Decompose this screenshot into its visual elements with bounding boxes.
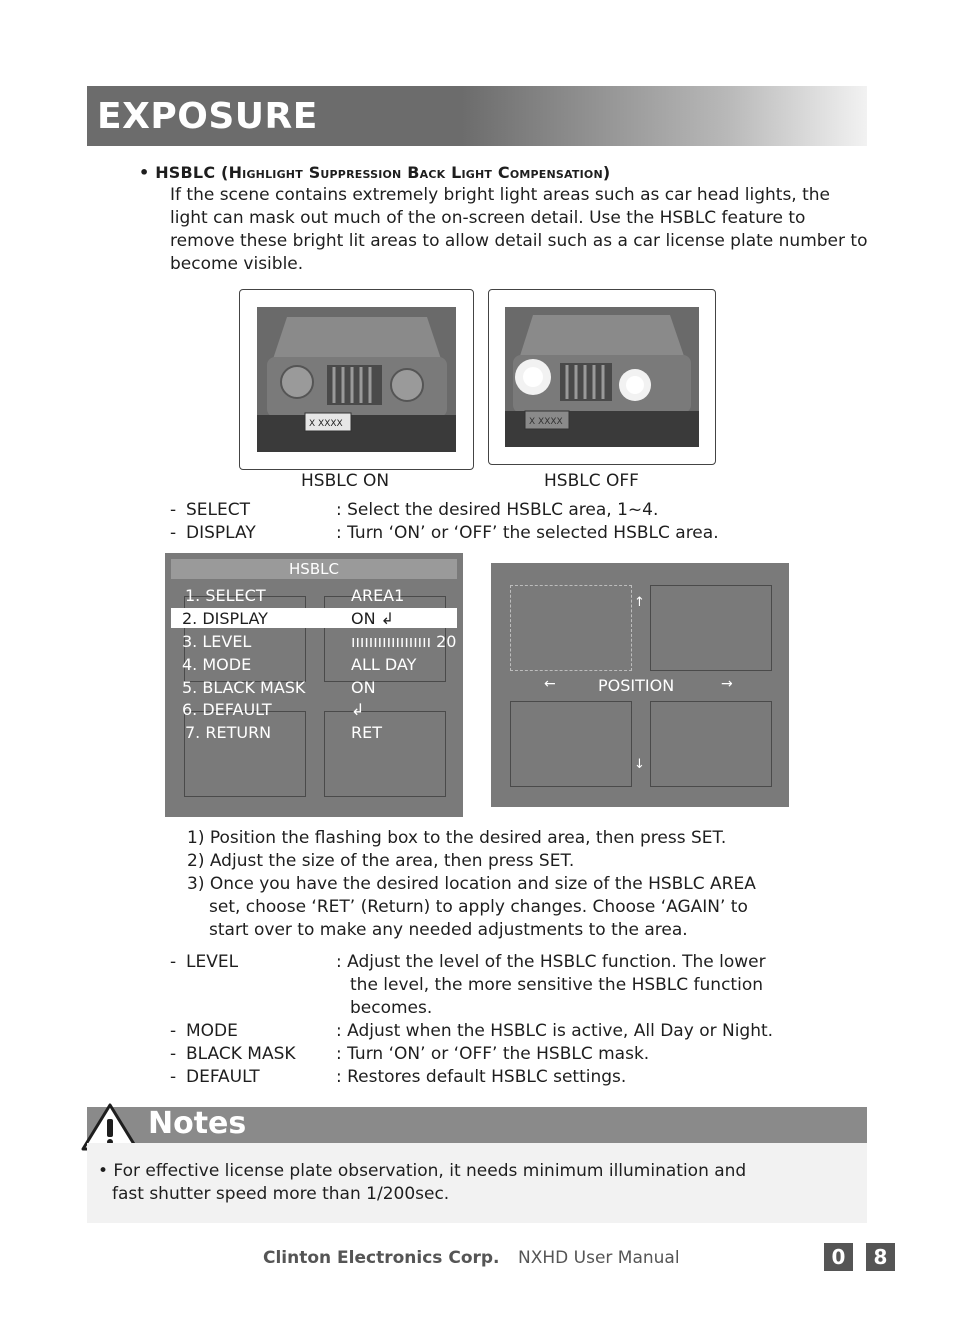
osd-value-display: ON ↲ — [351, 609, 395, 628]
def-dash: - — [170, 952, 177, 972]
osd-item-default[interactable]: 6. DEFAULT — [182, 700, 272, 719]
position-area-box — [650, 701, 772, 787]
notes-line: • For effective license plate observation, it needs minimum illumination and — [98, 1161, 747, 1181]
osd-item-display[interactable]: 2. DISPLAY — [182, 609, 268, 628]
step-2: 2) Adjust the size of the area, then press SET. — [187, 851, 575, 871]
osd-value-default: ↲ — [351, 700, 365, 719]
car-image-hsblc-off — [505, 307, 699, 447]
step-1: 1) Position the flashing box to the desired area, then press SET. — [187, 828, 727, 848]
osd-title: HSBLC — [171, 559, 457, 579]
def-dash: - — [170, 1021, 177, 1041]
caption-hsblc-on: HSBLC ON — [301, 471, 390, 491]
def-desc-cont: the level, the more sensitive the HSBLC function — [350, 975, 763, 995]
def-dash: - — [170, 500, 177, 520]
def-term: DISPLAY — [186, 523, 256, 543]
steps-list — [187, 827, 867, 942]
def-desc: : Restores default HSBLC settings. — [336, 1067, 627, 1087]
def-desc: : Turn ‘ON’ or ‘OFF’ the HSBLC mask. — [336, 1044, 650, 1064]
plate-text-off: X XXXX — [529, 417, 563, 427]
def-term: LEVEL — [186, 952, 239, 972]
def-dash: - — [170, 523, 177, 543]
footer-manual-title: NXHD User Manual — [518, 1248, 680, 1268]
section-title: EXPOSURE — [97, 96, 318, 137]
def-dash: - — [170, 1044, 177, 1064]
def-term: DEFAULT — [186, 1067, 260, 1087]
step-3-cont: set, choose ‘RET’ (Return) to apply changes. Choose ‘AGAIN’ to — [209, 897, 748, 917]
def-desc: : Adjust when the HSBLC is active, All Day or Night. — [336, 1021, 774, 1041]
def-desc: : Select the desired HSBLC area, 1~4. — [336, 500, 659, 520]
osd-value-level: ıııııııııııııııııı 20 — [351, 632, 457, 651]
osd-value-select: AREA1 — [351, 586, 405, 605]
def-desc: : Adjust the level of the HSBLC function. The lower — [336, 952, 766, 972]
arrow-up-icon: ↑ — [634, 595, 645, 610]
plate-text-on: X XXXX — [309, 419, 343, 429]
bullet: • — [139, 163, 150, 182]
def-term: SELECT — [186, 500, 250, 520]
page-number-digit: 8 — [866, 1243, 895, 1271]
page-number-digit: 0 — [824, 1243, 853, 1271]
def-term: MODE — [186, 1021, 238, 1041]
position-panel — [491, 563, 789, 807]
osd-area-box — [324, 711, 446, 797]
def-term: BLACK MASK — [186, 1044, 296, 1064]
osd-value-return: RET — [351, 723, 382, 742]
osd-item-level[interactable]: 3. LEVEL — [182, 632, 252, 651]
notes-title: Notes — [148, 1106, 247, 1141]
hsblc-heading — [139, 163, 610, 182]
position-area-box — [650, 585, 772, 671]
notes-text — [98, 1160, 858, 1206]
car-image-hsblc-on — [257, 307, 456, 452]
osd-item-black-mask[interactable]: 5. BLACK MASK — [182, 678, 306, 697]
hsblc-heading-close: ) — [602, 163, 611, 182]
def-desc: : Turn ‘ON’ or ‘OFF’ the selected HSBLC area. — [336, 523, 719, 543]
arrow-right-icon: → — [721, 676, 733, 692]
def-dash: - — [170, 1067, 177, 1087]
osd-item-mode[interactable]: 4. MODE — [182, 655, 252, 674]
def-desc-cont: becomes. — [350, 998, 433, 1018]
footer-company: Clinton Electronics Corp. — [263, 1248, 500, 1268]
def-level — [170, 951, 870, 1021]
hsblc-heading-bold: HSBLC ( — [155, 163, 229, 182]
osd-value-black-mask: ON — [351, 678, 376, 697]
osd-value-mode: ALL DAY — [351, 655, 417, 674]
notes-line: fast shutter speed more than 1/200sec. — [112, 1184, 450, 1204]
car-photo-hsblc-off — [505, 307, 699, 447]
position-area-box — [510, 701, 632, 787]
step-3: 3) Once you have the desired location and size of the HSBLC AREA — [187, 874, 756, 894]
arrow-left-icon: ← — [544, 676, 556, 692]
caption-hsblc-off: HSBLC OFF — [544, 471, 639, 491]
hsblc-intro-paragraph: If the scene contains extremely bright light areas such as car head lights, the light can mask out much of the on-screen detail. Use the HSBLC feature to remove these bright lit areas to allow detail such as a car license plate number to become visible. — [170, 185, 868, 274]
osd-item-select[interactable]: 1. SELECT — [185, 586, 266, 605]
car-photo-hsblc-on — [257, 307, 456, 452]
position-label: POSITION — [598, 676, 675, 695]
arrow-down-icon: ↓ — [634, 757, 645, 772]
osd-item-return[interactable]: 7. RETURN — [185, 723, 272, 742]
hsblc-osd-menu — [165, 553, 463, 817]
hsblc-heading-expansion: Highlight Suppression Back Light Compensation — [228, 163, 603, 182]
position-area-flashing-box[interactable] — [510, 585, 632, 671]
step-3-cont: start over to make any needed adjustments to the area. — [209, 920, 688, 940]
